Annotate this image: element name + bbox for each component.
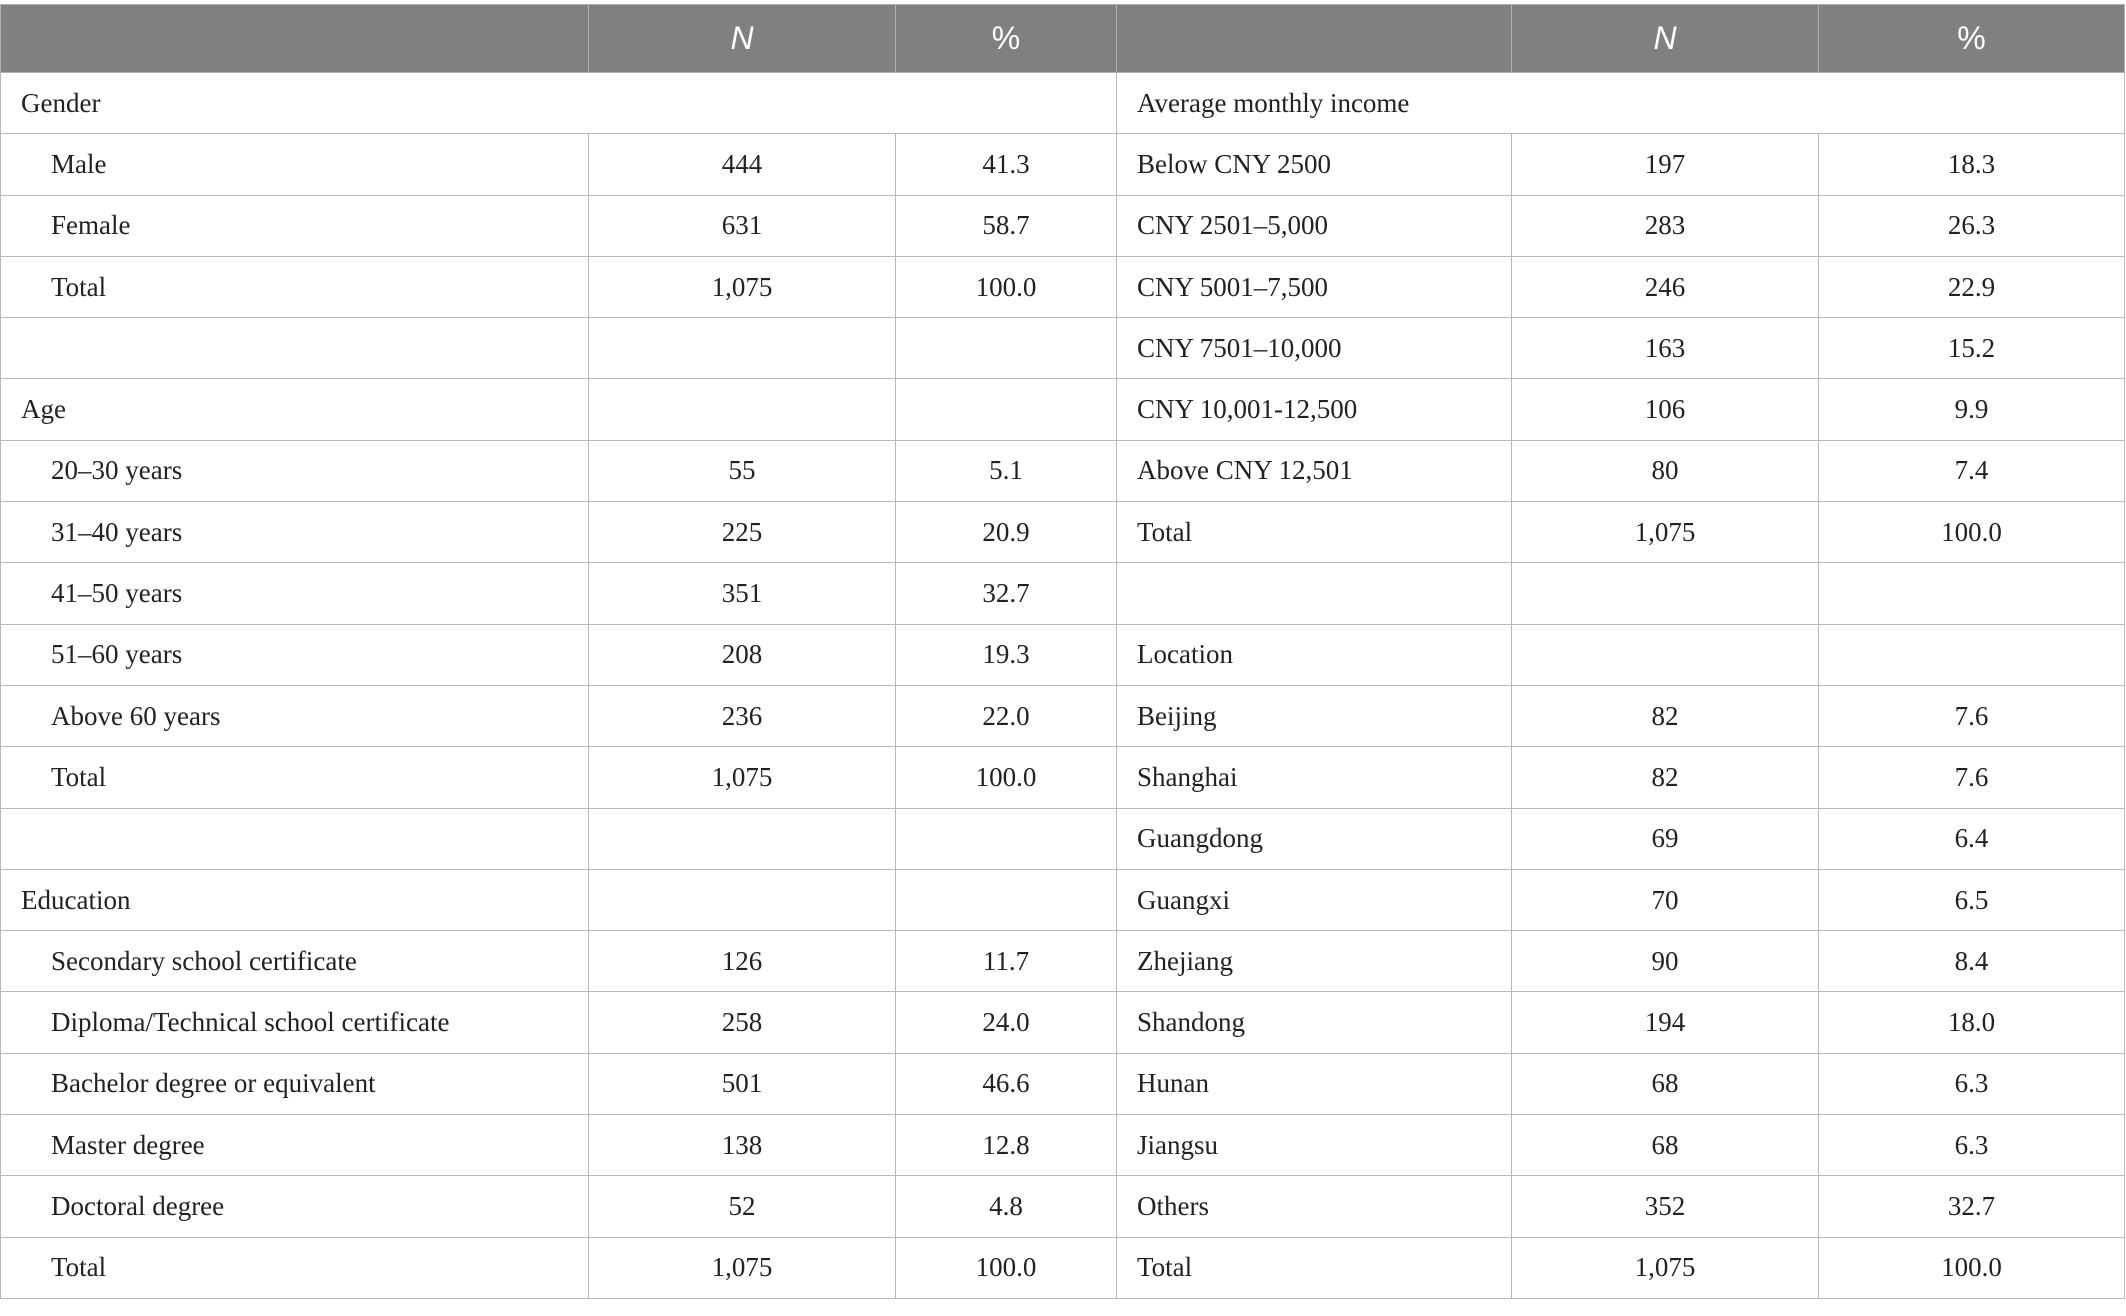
right-n-cell: 82 bbox=[1512, 747, 1819, 808]
right-category-cell: CNY 2501–5,000 bbox=[1117, 195, 1512, 256]
right-category-cell: Others bbox=[1117, 1176, 1512, 1237]
left-category-cell: 20–30 years bbox=[1, 440, 589, 501]
right-category-cell: Shanghai bbox=[1117, 747, 1512, 808]
right-pct-cell: 18.3 bbox=[1819, 134, 2125, 195]
left-category-cell: Master degree bbox=[1, 1115, 589, 1176]
right-pct-cell: 100.0 bbox=[1819, 502, 2125, 563]
left-n-cell bbox=[589, 379, 896, 440]
table-row bbox=[1, 256, 2125, 317]
left-n-cell: 1,075 bbox=[589, 747, 896, 808]
right-pct-cell: 6.5 bbox=[1819, 869, 2125, 930]
right-pct-cell: 9.9 bbox=[1819, 379, 2125, 440]
table-row bbox=[1, 502, 2125, 563]
table-row bbox=[1, 992, 2125, 1053]
left-category-cell: Doctoral degree bbox=[1, 1176, 589, 1237]
left-n-cell: 258 bbox=[589, 992, 896, 1053]
left-n-cell: 55 bbox=[589, 440, 896, 501]
left-category-cell: Secondary school certificate bbox=[1, 931, 589, 992]
right-category-cell: Shandong bbox=[1117, 992, 1512, 1053]
right-pct-cell: 6.3 bbox=[1819, 1053, 2125, 1114]
right-n-cell: 80 bbox=[1512, 440, 1819, 501]
header-right-n: N bbox=[1512, 5, 1819, 73]
left-category-cell: Female bbox=[1, 195, 589, 256]
left-category-cell: Gender bbox=[1, 73, 1117, 134]
table-row bbox=[1, 134, 2125, 195]
left-n-cell: 138 bbox=[589, 1115, 896, 1176]
left-pct-cell: 20.9 bbox=[896, 502, 1117, 563]
right-pct-cell: 6.3 bbox=[1819, 1115, 2125, 1176]
header-right-pct: % bbox=[1819, 5, 2125, 73]
left-n-cell: 631 bbox=[589, 195, 896, 256]
left-pct-cell: 12.8 bbox=[896, 1115, 1117, 1176]
right-category-cell: CNY 7501–10,000 bbox=[1117, 318, 1512, 379]
right-n-cell bbox=[1512, 624, 1819, 685]
left-pct-cell: 22.0 bbox=[896, 685, 1117, 746]
right-pct-cell: 100.0 bbox=[1819, 1237, 2125, 1298]
right-category-cell: Guangxi bbox=[1117, 869, 1512, 930]
left-category-cell: 51–60 years bbox=[1, 624, 589, 685]
table-row bbox=[1, 1053, 2125, 1114]
left-n-cell: 501 bbox=[589, 1053, 896, 1114]
right-category-cell: CNY 5001–7,500 bbox=[1117, 256, 1512, 317]
table-row bbox=[1, 747, 2125, 808]
left-n-cell bbox=[589, 808, 896, 869]
right-n-cell: 90 bbox=[1512, 931, 1819, 992]
right-category-cell: Hunan bbox=[1117, 1053, 1512, 1114]
left-pct-cell: 32.7 bbox=[896, 563, 1117, 624]
right-pct-cell: 7.6 bbox=[1819, 747, 2125, 808]
right-pct-cell: 22.9 bbox=[1819, 256, 2125, 317]
left-n-cell: 126 bbox=[589, 931, 896, 992]
left-pct-cell: 41.3 bbox=[896, 134, 1117, 195]
right-n-cell: 82 bbox=[1512, 685, 1819, 746]
right-n-cell: 194 bbox=[1512, 992, 1819, 1053]
left-category-cell: Total bbox=[1, 1237, 589, 1298]
left-pct-cell bbox=[896, 379, 1117, 440]
right-pct-cell: 15.2 bbox=[1819, 318, 2125, 379]
left-pct-cell: 24.0 bbox=[896, 992, 1117, 1053]
header-left-n: N bbox=[589, 5, 896, 73]
right-n-cell: 283 bbox=[1512, 195, 1819, 256]
left-n-cell: 208 bbox=[589, 624, 896, 685]
right-category-cell: CNY 10,001-12,500 bbox=[1117, 379, 1512, 440]
right-category-cell: Total bbox=[1117, 502, 1512, 563]
left-n-cell: 444 bbox=[589, 134, 896, 195]
left-category-cell bbox=[1, 318, 589, 379]
left-category-cell: Above 60 years bbox=[1, 685, 589, 746]
left-pct-cell bbox=[896, 318, 1117, 379]
right-category-cell: Above CNY 12,501 bbox=[1117, 440, 1512, 501]
demographics-table-container bbox=[0, 4, 2126, 1299]
table-row bbox=[1, 808, 2125, 869]
right-category-cell: Total bbox=[1117, 1237, 1512, 1298]
left-n-cell: 52 bbox=[589, 1176, 896, 1237]
table-row bbox=[1, 931, 2125, 992]
right-pct-cell: 8.4 bbox=[1819, 931, 2125, 992]
left-category-cell: Total bbox=[1, 256, 589, 317]
table-row bbox=[1, 318, 2125, 379]
table-row bbox=[1, 1115, 2125, 1176]
right-n-cell bbox=[1512, 563, 1819, 624]
right-n-cell: 70 bbox=[1512, 869, 1819, 930]
right-n-cell: 68 bbox=[1512, 1115, 1819, 1176]
right-category-cell: Jiangsu bbox=[1117, 1115, 1512, 1176]
table-row bbox=[1, 379, 2125, 440]
table-row bbox=[1, 624, 2125, 685]
right-category-cell: Location bbox=[1117, 624, 1512, 685]
header-left-label bbox=[1, 5, 589, 73]
left-pct-cell bbox=[896, 869, 1117, 930]
right-pct-cell: 18.0 bbox=[1819, 992, 2125, 1053]
right-category-cell: Below CNY 2500 bbox=[1117, 134, 1512, 195]
header-row bbox=[1, 5, 2125, 73]
left-n-cell: 1,075 bbox=[589, 256, 896, 317]
right-n-cell: 68 bbox=[1512, 1053, 1819, 1114]
left-pct-cell: 100.0 bbox=[896, 747, 1117, 808]
table-row bbox=[1, 440, 2125, 501]
right-n-cell: 246 bbox=[1512, 256, 1819, 317]
left-category-cell: 31–40 years bbox=[1, 502, 589, 563]
right-category-cell: Zhejiang bbox=[1117, 931, 1512, 992]
left-category-cell bbox=[1, 808, 589, 869]
right-n-cell: 163 bbox=[1512, 318, 1819, 379]
left-pct-cell: 5.1 bbox=[896, 440, 1117, 501]
left-pct-cell: 4.8 bbox=[896, 1176, 1117, 1237]
demographics-table bbox=[0, 4, 2125, 1299]
left-category-cell: Total bbox=[1, 747, 589, 808]
table-row bbox=[1, 1176, 2125, 1237]
right-pct-cell bbox=[1819, 563, 2125, 624]
table-body bbox=[1, 73, 2125, 1299]
right-n-cell: 69 bbox=[1512, 808, 1819, 869]
left-n-cell: 236 bbox=[589, 685, 896, 746]
table-row bbox=[1, 869, 2125, 930]
left-category-cell: Education bbox=[1, 869, 589, 930]
right-n-cell: 106 bbox=[1512, 379, 1819, 440]
left-n-cell bbox=[589, 869, 896, 930]
right-category-cell: Guangdong bbox=[1117, 808, 1512, 869]
right-n-cell: 1,075 bbox=[1512, 502, 1819, 563]
right-pct-cell: 7.6 bbox=[1819, 685, 2125, 746]
table-row bbox=[1, 685, 2125, 746]
right-pct-cell: 7.4 bbox=[1819, 440, 2125, 501]
left-category-cell: Bachelor degree or equivalent bbox=[1, 1053, 589, 1114]
right-pct-cell bbox=[1819, 624, 2125, 685]
header-left-pct: % bbox=[896, 5, 1117, 73]
left-n-cell bbox=[589, 318, 896, 379]
right-n-cell: 352 bbox=[1512, 1176, 1819, 1237]
right-pct-cell: 32.7 bbox=[1819, 1176, 2125, 1237]
left-pct-cell: 46.6 bbox=[896, 1053, 1117, 1114]
left-pct-cell bbox=[896, 808, 1117, 869]
left-n-cell: 351 bbox=[589, 563, 896, 624]
table-row bbox=[1, 563, 2125, 624]
left-pct-cell: 11.7 bbox=[896, 931, 1117, 992]
right-category-cell bbox=[1117, 563, 1512, 624]
left-category-cell: Age bbox=[1, 379, 589, 440]
header-right-label bbox=[1117, 5, 1512, 73]
right-n-cell: 197 bbox=[1512, 134, 1819, 195]
left-category-cell: Male bbox=[1, 134, 589, 195]
table-header bbox=[1, 5, 2125, 73]
left-category-cell: Diploma/Technical school certificate bbox=[1, 992, 589, 1053]
left-pct-cell: 100.0 bbox=[896, 1237, 1117, 1298]
right-pct-cell: 6.4 bbox=[1819, 808, 2125, 869]
left-pct-cell: 19.3 bbox=[896, 624, 1117, 685]
left-pct-cell: 58.7 bbox=[896, 195, 1117, 256]
left-pct-cell: 100.0 bbox=[896, 256, 1117, 317]
table-row bbox=[1, 1237, 2125, 1298]
table-row bbox=[1, 73, 2125, 134]
left-category-cell: 41–50 years bbox=[1, 563, 589, 624]
right-category-cell: Beijing bbox=[1117, 685, 1512, 746]
right-category-cell: Average monthly income bbox=[1117, 73, 2125, 134]
table-row bbox=[1, 195, 2125, 256]
left-n-cell: 1,075 bbox=[589, 1237, 896, 1298]
right-pct-cell: 26.3 bbox=[1819, 195, 2125, 256]
left-n-cell: 225 bbox=[589, 502, 896, 563]
right-n-cell: 1,075 bbox=[1512, 1237, 1819, 1298]
